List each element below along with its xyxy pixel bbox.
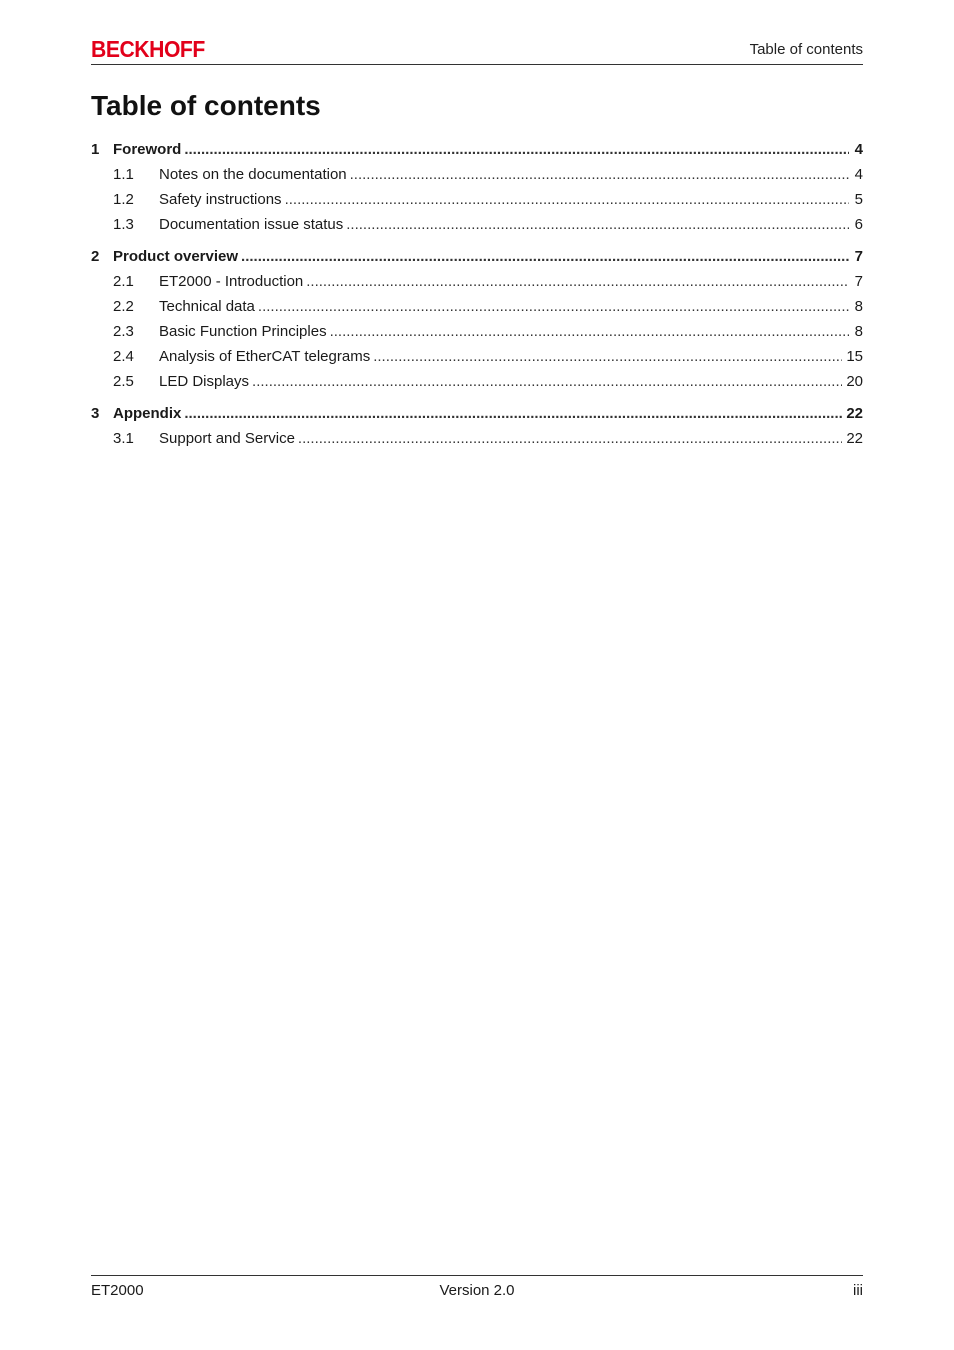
toc-entry[interactable] bbox=[91, 344, 863, 369]
footer-page-number: iii bbox=[853, 1282, 863, 1299]
toc-entry-page: 4 bbox=[854, 141, 863, 158]
dot-leader bbox=[330, 323, 849, 340]
toc-entry[interactable] bbox=[91, 137, 863, 162]
toc-entry-number: 1 bbox=[91, 141, 100, 158]
toc-entry-number: 3.1 bbox=[113, 430, 134, 447]
toc-entry[interactable] bbox=[91, 162, 863, 187]
page-title: Table of contents bbox=[91, 90, 321, 121]
dot-leader bbox=[184, 405, 842, 422]
toc-entry-number: 2.4 bbox=[113, 348, 134, 365]
dot-leader bbox=[298, 430, 842, 447]
toc-entry-number: 2.3 bbox=[113, 323, 134, 340]
toc-entry-title: ET2000 - Introduction bbox=[159, 273, 304, 290]
toc-entry-title: Support and Service bbox=[159, 430, 295, 447]
footer-product: ET2000 bbox=[91, 1282, 144, 1299]
toc-entry-number: 2 bbox=[91, 248, 100, 265]
toc-entry[interactable] bbox=[91, 319, 863, 344]
footer-version: Version 2.0 bbox=[439, 1282, 515, 1299]
page-header bbox=[91, 34, 863, 65]
toc-entry[interactable] bbox=[91, 269, 863, 294]
toc-entry-page: 7 bbox=[854, 273, 863, 290]
table-of-contents bbox=[91, 137, 863, 451]
toc-entry[interactable] bbox=[91, 401, 863, 426]
toc-entry-number: 2.5 bbox=[113, 373, 134, 390]
toc-entry[interactable] bbox=[91, 212, 863, 237]
toc-entry-title: Foreword bbox=[113, 141, 182, 158]
toc-entry-number: 2.1 bbox=[113, 273, 134, 290]
toc-entry-number: 1.1 bbox=[113, 166, 134, 183]
page-footer bbox=[91, 1275, 863, 1306]
toc-entry-title: Documentation issue status bbox=[159, 216, 344, 233]
toc-entry-page: 22 bbox=[846, 430, 863, 447]
toc-entry-title: Basic Function Principles bbox=[159, 323, 327, 340]
dot-leader bbox=[241, 248, 849, 265]
toc-entry-number: 2.2 bbox=[113, 298, 134, 315]
toc-entry-page: 5 bbox=[854, 191, 863, 208]
toc-entry-title: Technical data bbox=[159, 298, 255, 315]
toc-entry-page: 20 bbox=[846, 373, 863, 390]
beckhoff-logo: BECKHOFF bbox=[91, 36, 205, 62]
dot-leader bbox=[373, 348, 842, 365]
toc-entry-page: 8 bbox=[854, 323, 863, 340]
dot-leader bbox=[285, 191, 849, 208]
toc-entry-title: Notes on the documentation bbox=[159, 166, 347, 183]
toc-entry[interactable] bbox=[91, 426, 863, 451]
toc-entry-page: 7 bbox=[854, 248, 863, 265]
toc-entry-page: 22 bbox=[846, 405, 863, 422]
toc-entry[interactable] bbox=[91, 294, 863, 319]
running-title: Table of contents bbox=[749, 41, 863, 58]
toc-entry-page: 4 bbox=[854, 166, 863, 183]
toc-entry[interactable] bbox=[91, 244, 863, 269]
toc-entry-title: Safety instructions bbox=[159, 191, 282, 208]
toc-entry-title: LED Displays bbox=[159, 373, 250, 390]
toc-entry-number: 1.3 bbox=[113, 216, 134, 233]
dot-leader bbox=[258, 298, 849, 315]
toc-entry-title: Analysis of EtherCAT telegrams bbox=[159, 348, 371, 365]
toc-entry[interactable] bbox=[91, 369, 863, 394]
dot-leader bbox=[252, 373, 842, 390]
toc-entry-title: Appendix bbox=[113, 405, 182, 422]
toc-entry-title: Product overview bbox=[113, 248, 239, 265]
dot-leader bbox=[350, 166, 849, 183]
toc-entry-page: 15 bbox=[846, 348, 863, 365]
toc-entry[interactable] bbox=[91, 187, 863, 212]
dot-leader bbox=[306, 273, 849, 290]
toc-entry-number: 3 bbox=[91, 405, 100, 422]
dot-leader bbox=[346, 216, 849, 233]
toc-entry-number: 1.2 bbox=[113, 191, 134, 208]
dot-leader bbox=[184, 141, 849, 158]
toc-entry-page: 6 bbox=[854, 216, 863, 233]
toc-entry-page: 8 bbox=[854, 298, 863, 315]
